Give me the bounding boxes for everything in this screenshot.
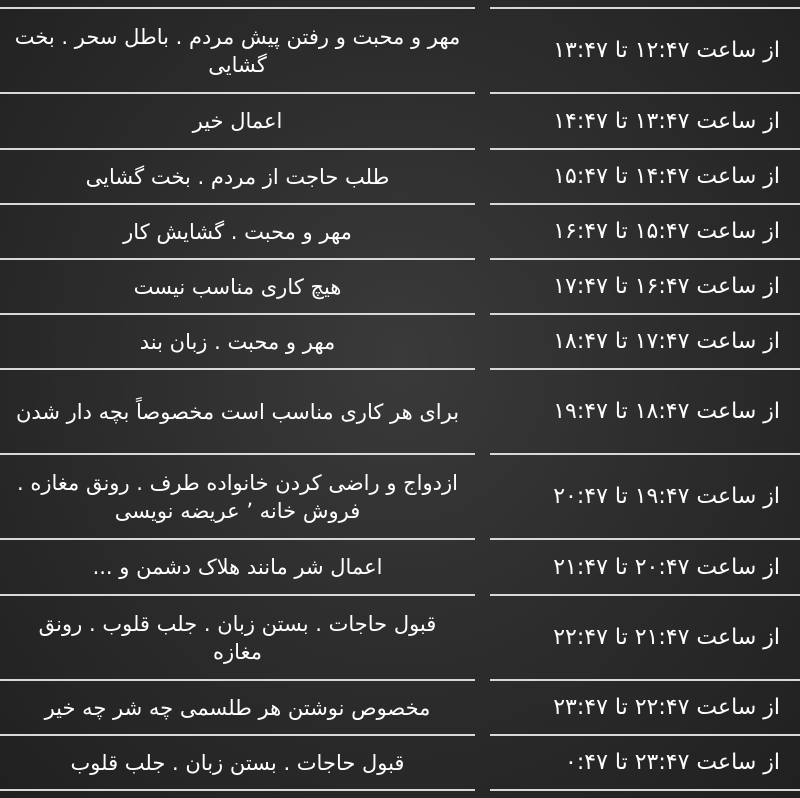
table-row — [0, 9, 800, 92]
time-range: از ساعت ۱۲:۴۷ تا ۱۳:۴۷ — [553, 38, 780, 63]
table-row — [0, 260, 800, 313]
table-row — [0, 736, 800, 789]
table-row — [0, 596, 800, 679]
table-row — [0, 370, 800, 453]
table-row — [0, 205, 800, 258]
activity-description: مهر و محبت و رفتن پیش مردم . باطل سحر . بخت گشایی — [14, 24, 461, 77]
row-divider — [0, 789, 475, 791]
activity-description: برای هر کاری مناسب است مخصوصاً بچه دار شدن — [15, 399, 460, 424]
table-row — [0, 150, 800, 203]
activity-description: قبول حاجات . بستن زبان . جلب قلوب . رونق مغازه — [38, 611, 437, 664]
activity-description: قبول حاجات . بستن زبان . جلب قلوب — [70, 750, 405, 775]
activity-description: اعمال خیر — [192, 109, 283, 133]
time-range: از ساعت ۱۴:۴۷ تا ۱۵:۴۷ — [553, 164, 780, 189]
activity-description: مهر و محبت . گشایش کار — [123, 219, 352, 244]
time-range: از ساعت ۱۸:۴۷ تا ۱۹:۴۷ — [553, 399, 780, 424]
table-row — [0, 455, 800, 538]
time-range: از ساعت ۱۵:۴۷ تا ۱۶:۴۷ — [553, 219, 780, 244]
time-range: از ساعت ۱۳:۴۷ تا ۱۴:۴۷ — [553, 108, 780, 134]
activity-description: اعمال شر مانند هلاک دشمن و ... — [92, 555, 383, 579]
time-range: از ساعت ۲۱:۴۷ تا ۲۲:۴۷ — [553, 625, 780, 650]
activity-description: هیچ کاری مناسب نیست — [133, 274, 342, 299]
time-range: از ساعت ۱۶:۴۷ تا ۱۷:۴۷ — [553, 274, 780, 299]
row-divider — [490, 789, 800, 791]
activity-description: مخصوص نوشتن هر طلسمی چه شر چه خیر — [44, 695, 431, 720]
activity-description: ازدواج و راضی کردن خانواده طرف . رونق مغازه . فروش خانه ٬ عریضه نویسی — [17, 470, 458, 523]
activity-description: مهر و محبت . زبان بند — [139, 329, 336, 354]
time-range: از ساعت ۲۳:۴۷ تا ۰:۴۷ — [565, 750, 780, 775]
time-range: از ساعت ۱۹:۴۷ تا ۲۰:۴۷ — [553, 484, 780, 509]
activity-description: طلب حاجت از مردم . بخت گشایی — [85, 164, 390, 189]
table-row — [0, 540, 800, 594]
table-row — [0, 681, 800, 734]
time-range: از ساعت ۲۰:۴۷ تا ۲۱:۴۷ — [553, 554, 780, 580]
time-range: از ساعت ۲۲:۴۷ تا ۲۳:۴۷ — [553, 695, 780, 720]
table-row — [0, 315, 800, 368]
table-row — [0, 94, 800, 148]
time-range: از ساعت ۱۷:۴۷ تا ۱۸:۴۷ — [553, 329, 780, 354]
